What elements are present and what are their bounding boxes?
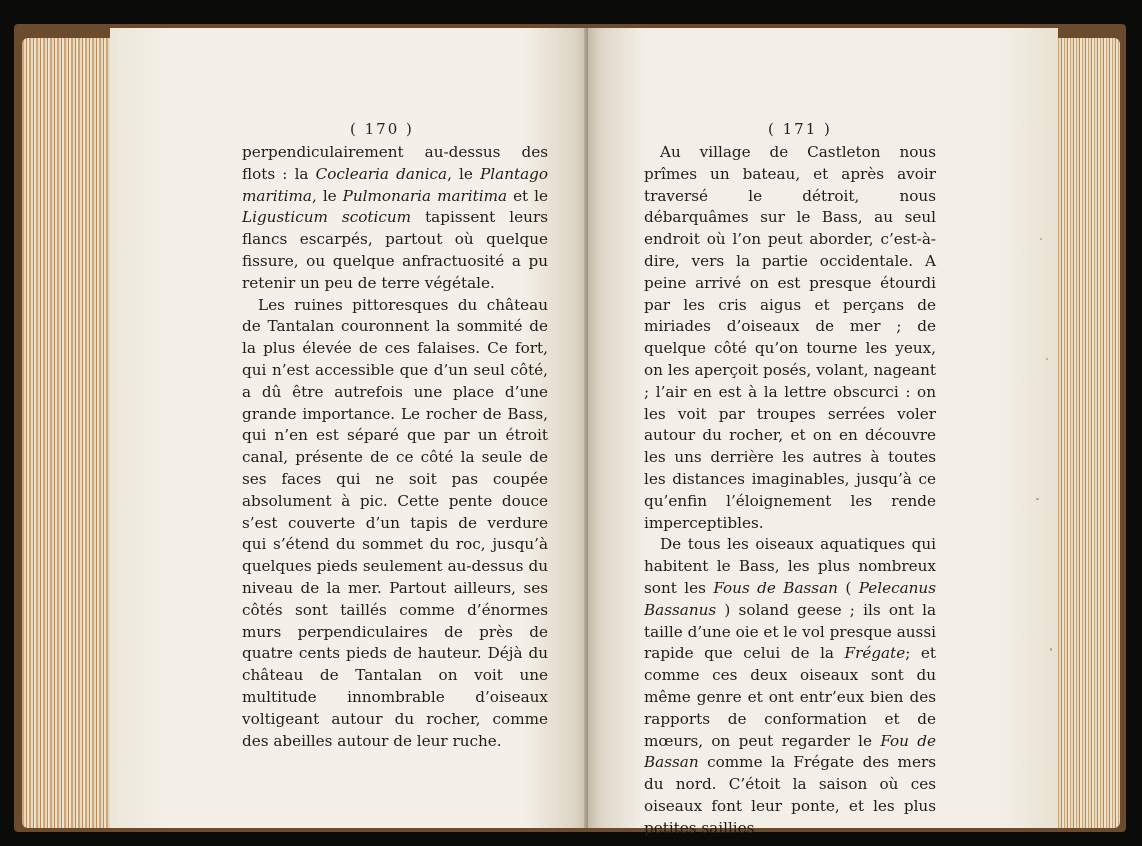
text-run: , le xyxy=(312,186,343,205)
italic-term: Fous de Bassan xyxy=(713,578,838,597)
text-run: De tous les oiseaux aquatiques qui habitent le Bass, les plus nombreux sont les xyxy=(644,535,936,597)
text-run: ; et comme ces deux oiseaux sont du même genre et ont entr’eux bien des rapports de conformation et de mœurs, on peut regarder le xyxy=(644,644,936,750)
text-run: Au village de Castleton nous prîmes un bateau, et après avoir traversé le détroit, nous débarquâmes sur le Bass, au seul endroit où l’on peut aborder, c’est-à-dire, vers la partie occidentale. A peine arrivé on est presque étourdi par les cris aigus et perçans de miriades d’oiseaux de mer ; de quelque côté qu’on tourne les yeux, on les aperçoit posés, volant, nageant ; l’air en est à la lettre obscurci : on les voit par troupes serrées voler autour du rocher, et on en découvre les uns derrière les autres à toutes les distances imaginables, jusqu’à ce qu’enfin l’éloignement les rende imperceptibles. xyxy=(644,143,936,532)
paragraph xyxy=(242,295,548,753)
italic-term: Ligusticum scoticum xyxy=(242,208,412,227)
left-page xyxy=(110,28,590,828)
foxing-spot xyxy=(1046,358,1048,360)
italic-term: Fou de Bassan xyxy=(644,731,936,772)
paragraph xyxy=(644,142,936,534)
text-run: tapissent leurs flancs escarpés, partout où quelque fissure, ou quelque anfractuosité a pu retenir un peu de terre végétale. xyxy=(242,208,548,292)
text-run: ) soland geese ; ils ont la taille d’une oie et le vol presque aussi rapide que celui de la xyxy=(644,600,936,663)
italic-term: Frégate xyxy=(844,644,906,663)
left-page-text xyxy=(242,142,548,752)
page-number-right: ( 171 ) xyxy=(768,120,832,138)
right-page-text xyxy=(644,142,936,840)
right-page xyxy=(588,28,1058,837)
text-run: et le xyxy=(507,186,549,205)
italic-term: Pulmonaria maritima xyxy=(342,186,508,205)
text-run: , le xyxy=(447,164,481,183)
text-run: ( xyxy=(837,578,859,597)
foxing-spot xyxy=(1040,238,1042,240)
text-run: Les ruines pittoresques du château de Tantalan couronnent la sommité de la plus élevée de ces falaises. Ce fort, qui n’est accessible que d’un seul côté, a dû être autrefois une place d’une grande importance. Le rocher de Bass, qui n’en est séparé que par un étroit canal, présente de ce côté la seule de ses faces qui ne soit pas coupée absolument à pic. Cette pente douce s’est couverte d’un tapis de verdure qui s’étend du sommet du roc, jusqu’à quelques pieds seulement au-dessus du niveau de la mer. Partout ailleurs, ses côtés sont taillés comme d’énormes murs perpendiculaires de près de quatre cents pieds de hauteur. Déjà du château de Tantalan on voit une multitude innombrable d’oiseaux voltigeant autour du rocher, comme des abeilles autour de leur ruche. xyxy=(242,295,548,750)
paragraph xyxy=(242,142,548,295)
page-number-left: ( 170 ) xyxy=(350,120,414,138)
text-run: comme la Frégate des mers du nord. C’étoit la saison où ces oiseaux font leur ponte, et les plus petites saillies xyxy=(644,753,936,837)
paragraph xyxy=(644,534,936,839)
italic-term: Plantago maritima xyxy=(242,164,548,205)
foxing-spot xyxy=(1050,648,1052,651)
foxing-spot xyxy=(1036,498,1039,500)
italic-term: Coclearia danica xyxy=(315,164,448,183)
text-run: perpendiculairement au-dessus des flots : la xyxy=(242,143,548,183)
italic-term: Pelecanus Bassanus xyxy=(644,578,936,619)
open-book xyxy=(14,18,1130,836)
